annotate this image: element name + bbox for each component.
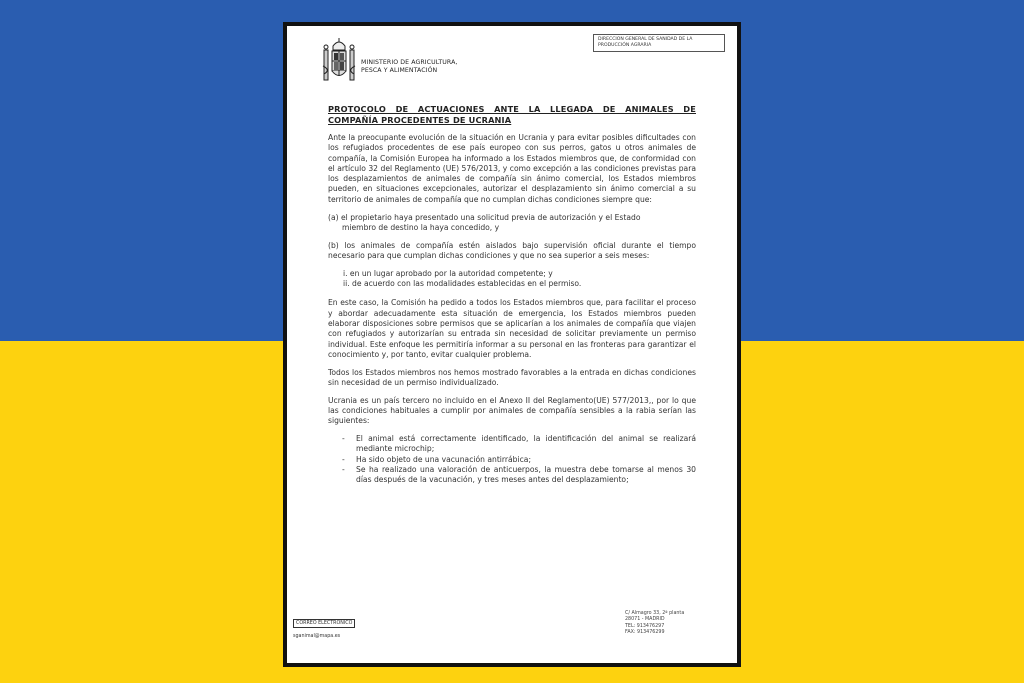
footer-contact <box>293 619 355 639</box>
dash-bullet-icon: - <box>342 454 345 464</box>
email-address: sganimal@mapa.es <box>293 634 341 639</box>
dash-bullet-icon: - <box>342 434 345 444</box>
ukraine-paragraph: Ucrania es un país tercero no incluido en el Anexo II del Reglamento(UE) 577/2013,, por lo que las condiciones habituales a cumplir por animales de compañía sensibles a la rabia serían las siguientes: <box>328 395 696 426</box>
condition-a <box>328 213 696 234</box>
sub-item: i. en un lugar aprobado por la autoridad competente; y <box>343 268 553 278</box>
requirement-text: Ha sido objeto de una vacunación antirrábica; <box>356 454 532 464</box>
ministry-line: PESCA Y ALIMENTACIÓN <box>361 67 438 74</box>
coat-of-arms-icon <box>321 36 357 88</box>
correo-label: CORREO ELECTRÓNICO <box>293 619 355 628</box>
condition-b: (b) los animales de compañía estén aislados bajo supervisión oficial durante el tiempo necesario para que cumplan dichas condiciones y que no sea superior a seis meses: <box>328 240 696 260</box>
requirement-text: Se ha realizado una valoración de anticuerpos, la muestra debe tomarse al menos 30 días después de la vacunación, y tres meses antes del desplazamiento; <box>356 465 696 485</box>
requirement-item <box>342 434 696 455</box>
commission-paragraph: En este caso, la Comisión ha pedido a todos los Estados miembros que, para facilitar el proceso y abordar adecuadamente esta situación de emergencia, los Estados miembros pueden elaborar disposiciones sobre permisos que se aplicarían a los animales de compañía que viajen con refugiados y autorizarían su entrada sin necesidad de solicitar previamente un permiso individual. Este enfoque les permitiría informar a su personal en las fronteras para garantizar el conocimiento y, por tanto, evitar cualquier problema. <box>328 298 696 359</box>
sub-item-list <box>343 269 696 290</box>
condition-a-line: (a) el propietario haya presentado una solicitud previa de autorización y el Estado <box>328 212 641 222</box>
direccion-box <box>593 34 725 52</box>
address-line: FAX: 913476299 <box>625 629 665 635</box>
requirement-item <box>342 465 696 486</box>
document-title: PROTOCOLO DE ACTUACIONES ANTE LA LLEGADA DE ANIMALES DE COMPAÑÍA PROCEDENTES DE UCRANIA <box>328 104 696 125</box>
member-states-paragraph: Todos los Estados miembros nos hemos mostrado favorables a la entrada en dichas condiciones sin necesidad de un permiso individualizado. <box>328 367 696 387</box>
address-line: 28071 - MADRID <box>625 617 665 623</box>
footer-address <box>625 611 684 636</box>
address-line: C/ Almagro 33, 2ª planta <box>625 611 685 616</box>
direccion-line: DIRECCION GENERAL DE SANIDAD DE LA <box>598 37 693 42</box>
document-body <box>328 133 696 486</box>
ministry-line: MINISTERIO DE AGRICULTURA, <box>361 59 458 66</box>
dash-bullet-icon: - <box>342 465 345 475</box>
condition-a-line: miembro de destino la haya concedido, y <box>342 222 500 232</box>
requirement-text: El animal está correctamente identificado, la identificación del animal se realizará mediante microchip; <box>356 434 696 454</box>
ministry-name <box>361 59 457 75</box>
address-line: TEL: 913476297 <box>625 623 665 629</box>
intro-paragraph: Ante la preocupante evolución de la situación en Ucrania y para evitar posibles dificultades con los refugiados procedentes de ese país europeo con sus perros, gatos u otros animales de compañía, la Comisión Europea ha informado a los Estados miembros que, de conformidad con el artículo 32 del Reglamento (UE) 576/2013, y como excepción a las condiciones previstas para los desplazamientos de animales de compañía sin ánimo comercial, los Estados miembros pueden, en situaciones excepcionales, autorizar el desplazamiento sin ánimo comercial a su territorio de animales de compañía que no cumplan dichas condiciones siempre que: <box>328 133 696 204</box>
requirement-item <box>342 455 696 465</box>
sub-item: ii. de acuerdo con las modalidades establecidas en el permiso. <box>343 279 582 289</box>
direccion-line: PRODUCCIÓN AGRARIA <box>598 42 652 48</box>
requirements-list <box>328 434 696 485</box>
document-page <box>283 22 741 667</box>
